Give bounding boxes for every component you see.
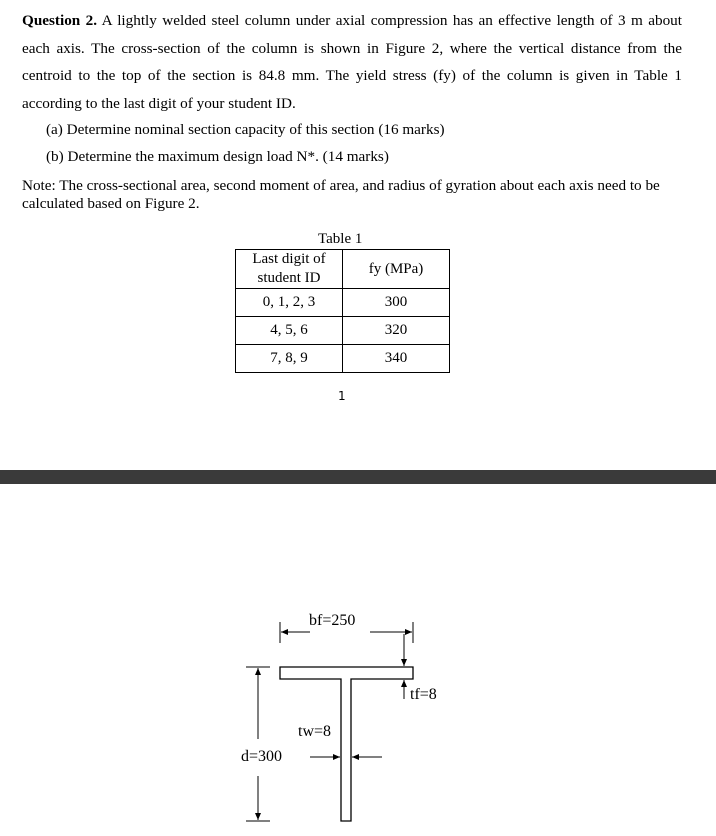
table-header-row bbox=[236, 250, 450, 289]
cell-digits: 7, 8, 9 bbox=[236, 345, 343, 373]
question-text: A lightly welded steel column under axial compression has an effective length of 3 m about each axis. The cross-section of the column is shown in Figure 2, where the vertical distance from the centroid to the top of the section is 84.8 mm. The yield stress (fy) of the column is given in Table 1 according to the last digit of your student ID. bbox=[22, 12, 683, 112]
part-b: (b) Determine the maximum design load N*. (14 marks) bbox=[46, 148, 389, 165]
t-section-outline bbox=[280, 667, 413, 821]
table-caption: Table 1 bbox=[318, 231, 363, 247]
tw-label: tw=8 bbox=[298, 723, 332, 740]
cell-digits: 0, 1, 2, 3 bbox=[236, 289, 343, 317]
header-fy: fy (MPa) bbox=[343, 250, 450, 289]
table-row bbox=[236, 345, 450, 373]
cell-digits: 4, 5, 6 bbox=[236, 317, 343, 345]
table-row bbox=[236, 317, 450, 345]
t-section-figure bbox=[0, 484, 716, 836]
page-number: 1 bbox=[338, 389, 346, 403]
d-label: d=300 bbox=[241, 748, 283, 765]
part-a: (a) Determine nominal section capacity of this section (16 marks) bbox=[46, 121, 445, 138]
cell-fy: 320 bbox=[343, 317, 450, 345]
cell-fy: 300 bbox=[343, 289, 450, 317]
cell-fy: 340 bbox=[343, 345, 450, 373]
table-row bbox=[236, 289, 450, 317]
tf-label: tf=8 bbox=[410, 686, 437, 703]
question-number: Question 2. bbox=[22, 12, 98, 29]
header-student-id: Last digit of student ID bbox=[236, 250, 343, 289]
note-text: Note: The cross-sectional area, second moment of area, and radius of gyration about each axis need to be calculated based on Figure 2. bbox=[22, 177, 660, 212]
page-divider bbox=[0, 470, 716, 484]
bf-label: bf=250 bbox=[309, 612, 356, 629]
question-paragraph bbox=[22, 7, 682, 117]
yield-stress-table bbox=[235, 249, 450, 373]
